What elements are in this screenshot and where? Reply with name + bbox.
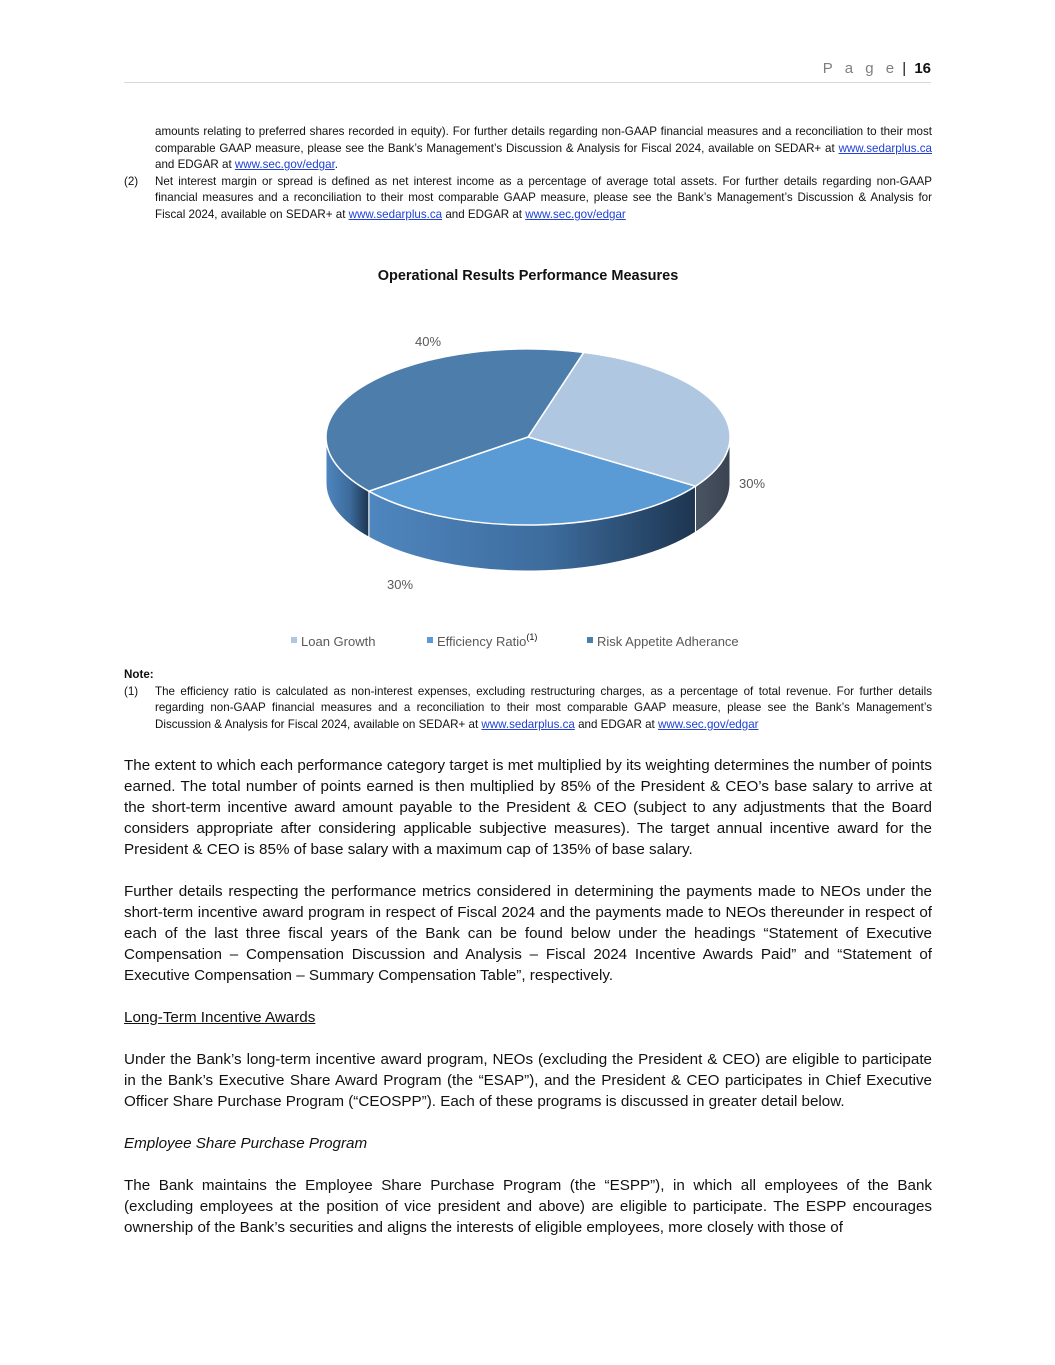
- sec-edgar-link[interactable]: www.sec.gov/edgar: [657, 717, 759, 731]
- data-label-risk-appetite-adherance: 40%: [414, 334, 442, 349]
- pie-chart: [0, 0, 1055, 670]
- paragraph-text: Further details respecting the performance metrics considered in determining the payments made to NEOs under the short-term incentive award program in respect of Fiscal 2024 and the payments made to NEOs thereunder in respect of each of the last three fiscal years of the Bank can be found below under the headings “Statement of Executive Compensation – Compensation Discussion and Analysis – Fiscal 2024 Incentive Awards Paid” and “Statement of Executive Compensation – Summary Compensation Table”, respectively.: [124, 883, 932, 984]
- chart-note: [124, 667, 932, 733]
- paragraph-text: The extent to which each performance category target is met multiplied by its weighting determines the number of points earned. The total number of points earned is then multiplied by 85% of the President & CEO’s base salary to arrive at the short-term incentive award amount payable to the President & CEO (subject to any adjustments that the Board considers appropriate after considering applicable subjective measures). The target annual incentive award for the President & CEO is 85% of base salary with a maximum cap of 135% of base salary.: [124, 757, 932, 858]
- paragraph-text: The Bank maintains the Employee Share Purchase Program (the “ESPP”), in which all employees of the Bank (excluding employees at the position of vice president and above) are eligible to participate. The ESPP encourages ownership of the Bank’s securities and aligns the interests of eligible employees, more closely with those of: [124, 1177, 932, 1236]
- page-number: 16: [914, 60, 931, 77]
- legend-swatch-efficiency-ratio: [427, 637, 433, 643]
- section-heading-espp: [124, 1133, 932, 1154]
- chart-legend: [291, 632, 739, 649]
- page-separator: |: [902, 60, 907, 77]
- chart-footnote-1: [124, 684, 932, 734]
- legend-superscript: (1): [526, 632, 538, 642]
- chart-footnote-text: The efficiency ratio is calculated as non-interest expenses, excluding restructuring charges, as a percentage of total revenue. For further details regarding non-GAAP financial measures and a reconciliation to their most comparable GAAP measure, please see the Bank’s Management’s Discussion & Analysis for Fiscal 2024, available on SEDAR+ at: [155, 684, 932, 731]
- footnote-number: (2): [124, 174, 139, 188]
- footnote-number: (1): [124, 684, 139, 698]
- sedar-link[interactable]: www.sedarplus.ca: [481, 717, 575, 731]
- section-heading-lti: [124, 1007, 932, 1028]
- legend-swatch-risk-appetite-adherance: [587, 637, 593, 643]
- sec-edgar-link[interactable]: www.sec.gov/edgar: [234, 158, 335, 172]
- data-label-efficiency-ratio: 30%: [386, 577, 414, 592]
- paragraph-lti: [124, 1049, 932, 1112]
- paragraph-text: Under the Bank’s long-term incentive award program, NEOs (excluding the President & CEO) are eligible to participate in the Bank’s Executive Share Award Program (the “ESAP”), and the President & CEO participates in Chief Executive Officer Share Purchase Program (“CEOSPP”). Each of these programs is discussed in greater detail below.: [124, 1051, 932, 1110]
- legend-label-loan-growth: Loan Growth: [301, 634, 376, 649]
- sedar-link[interactable]: www.sedarplus.ca: [838, 141, 932, 155]
- paragraph-points: [124, 755, 932, 860]
- data-label-loan-growth: 30%: [738, 476, 766, 491]
- footnote-text: and EDGAR at: [574, 717, 658, 731]
- footnote-text: and EDGAR at: [442, 207, 526, 221]
- legend-swatch-loan-growth: [291, 637, 297, 643]
- legend-label-risk-appetite-adherance: Risk Appetite Adherance: [597, 634, 739, 649]
- heading-text: Long-Term Incentive Awards: [124, 1009, 316, 1026]
- chart-title: Operational Results Performance Measures: [377, 268, 679, 284]
- footnote-2-text: Net interest margin or spread is defined as net interest income as a percentage of average total assets. For further details regarding non-GAAP financial measures and a reconciliation to their most comparable GAAP measure, please see the Bank’s Management’s Discussion & Analysis for Fiscal 2024, available on SEDAR+ at: [155, 174, 932, 221]
- legend-label-efficiency-ratio: Efficiency Ratio$^{(1)}$: [437, 632, 538, 649]
- page-label: P a g e: [822, 60, 899, 77]
- footnote-text: amounts relating to preferred shares recorded in equity). For further details regarding non-GAAP financial measures and a reconciliation to their most comparable GAAP measure, please see the Bank’s Management’s Discussion & Analysis for Fiscal 2024, available on SEDAR+ at: [155, 125, 932, 155]
- footnote-text: [155, 684, 932, 734]
- footnote-text: and EDGAR at: [155, 158, 235, 172]
- sec-edgar-link[interactable]: www.sec.gov/edgar: [525, 207, 626, 221]
- sedar-link[interactable]: www.sedarplus.ca: [348, 207, 443, 221]
- paragraph-further-details: [124, 881, 932, 986]
- pie-group: [326, 334, 765, 592]
- heading-text: Employee Share Purchase Program: [124, 1135, 368, 1152]
- paragraph-espp: [124, 1175, 932, 1238]
- note-heading: Note:: [124, 668, 154, 681]
- footnote-period: .: [334, 158, 339, 172]
